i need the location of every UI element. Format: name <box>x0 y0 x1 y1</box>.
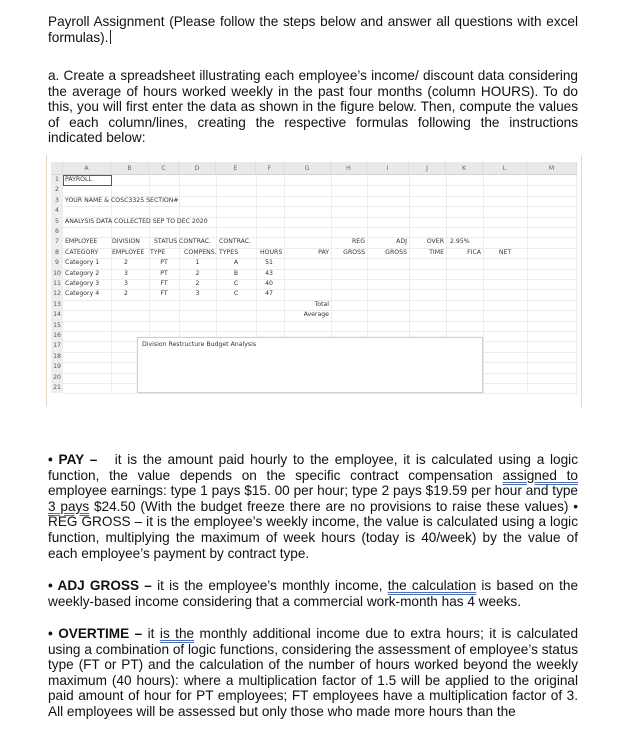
gridline <box>527 175 528 394</box>
cell-b8[interactable]: EMPLOYEE <box>112 248 145 256</box>
cell-f11[interactable]: 40 <box>265 280 273 287</box>
cell-j8[interactable]: TIME <box>429 248 444 256</box>
row-header: 21 <box>51 383 63 393</box>
col-header-e: E <box>216 162 256 175</box>
cell-a12[interactable]: Category 4 <box>65 290 100 298</box>
cell-f12[interactable]: 47 <box>265 290 273 298</box>
cell-d7[interactable]: CONTRAC. <box>179 238 212 246</box>
cell-e8[interactable]: TYPES <box>219 248 239 256</box>
col-header-j: J <box>409 162 446 175</box>
cell-a3[interactable]: YOUR NAME & COSC3325 SECTION# <box>65 196 179 204</box>
grammar-flag[interactable]: 3 pays <box>48 498 90 514</box>
cell-f8[interactable]: HOURS <box>260 248 283 256</box>
col-header-d: D <box>179 162 216 175</box>
col-header-g: G <box>284 162 331 175</box>
text-cursor <box>110 30 111 44</box>
overtime-text-2: monthly additional income due to extra hours; it is calculated using a combination of logic functions, considering the assessment of employee’s status type (FT or PT) and the calculation of the number of hours worked beyond the weekly maximum (40 hours): where a multiplication factor of 1.5 will be applied to the original paid amount of hour for PT employees; FT employees have a multiplication factor of 3. All employees will be assessed but only those who made more hours than the <box>48 626 579 719</box>
row-header: 16 <box>51 331 63 341</box>
col-header-a: A <box>63 162 111 175</box>
gridline <box>63 206 577 207</box>
row-header: 8 <box>51 248 63 258</box>
cell-b10[interactable]: 3 <box>124 269 128 277</box>
title-text: Payroll Assignment (Please follow the steps below and answer all questions with excel formulas). <box>48 14 578 45</box>
adj-gross-text-1: it is the employee’s monthly income, <box>151 578 388 593</box>
pay-bullet <box>48 452 578 561</box>
cell-f9[interactable]: 51 <box>265 259 273 267</box>
cell-a9[interactable]: Category 1 <box>65 259 100 267</box>
row-header: 14 <box>51 310 63 320</box>
cell-a5[interactable]: ANALYSIS DATA COLLECTED SEP TO DEC 2020 <box>65 217 208 225</box>
cell-f10[interactable]: 43 <box>265 269 273 277</box>
row-header: 7 <box>51 237 63 247</box>
budget-analysis-textbox[interactable] <box>137 337 483 393</box>
gridline <box>63 227 577 228</box>
col-header-c: C <box>149 162 179 175</box>
gridline <box>63 185 577 186</box>
gridline <box>483 175 484 394</box>
cell-d10[interactable]: 2 <box>195 269 200 277</box>
cell-g8[interactable]: PAY <box>318 248 329 256</box>
overtime-bullet <box>48 626 578 720</box>
cell-c10[interactable]: PT <box>160 269 168 277</box>
gridline <box>63 321 577 322</box>
cell-c12[interactable]: FT <box>160 290 168 298</box>
cell-e9[interactable]: A <box>233 259 239 267</box>
row-header: 15 <box>51 321 63 331</box>
row-header: 2 <box>51 185 63 195</box>
gridline <box>63 331 577 332</box>
cell-c11[interactable]: FT <box>160 280 168 287</box>
col-header-i: I <box>367 162 409 175</box>
cell-a10[interactable]: Category 2 <box>65 269 100 277</box>
pay-text-2: employee earnings: type 1 pays $15. 00 per hour; type 2 pays $19.59 per hour and type <box>48 483 578 499</box>
cell-d9[interactable]: 1 <box>195 259 200 267</box>
cell-i8[interactable]: GROSS <box>385 248 407 256</box>
gridline <box>63 393 577 394</box>
row-header: 19 <box>51 362 63 372</box>
cell-b12[interactable]: 2 <box>124 290 128 298</box>
cell-e12[interactable]: C <box>233 290 239 298</box>
cell-b11[interactable]: 3 <box>124 280 128 287</box>
select-all-corner <box>51 162 63 175</box>
row-header: 17 <box>51 341 63 351</box>
row-header: 10 <box>51 269 63 279</box>
row-header: 13 <box>51 300 63 310</box>
row-header: 6 <box>51 227 63 237</box>
textbox-label: Division Restructure Budget Analysis <box>142 341 257 348</box>
cell-b7[interactable]: DIVISION <box>112 238 140 246</box>
pay-text-3: $24.50 (With the budget freeze there are no provisions to raise these values) • REG GROSS – it is the employee’s weekly income, the value is calculated using a logic function, multiplying the maximum of week hours (today is 40/week) by the value of each employee’s payment by contract type. <box>48 498 578 561</box>
overtime-text-1: it <box>142 626 160 641</box>
cell-e10[interactable]: B <box>233 269 239 277</box>
cell-i7[interactable]: ADJ <box>396 238 407 246</box>
row-header: 12 <box>51 289 63 299</box>
row-header: 9 <box>51 258 63 268</box>
gridline <box>63 237 577 238</box>
row-header: 18 <box>51 352 63 362</box>
gridline <box>576 175 577 394</box>
row-header: 4 <box>51 206 63 216</box>
pay-text-1: it is the amount paid hourly to the employee, it is calculated using a logic function, the value depends on the specific contract compensation <box>48 452 578 483</box>
col-header-l: L <box>483 162 527 175</box>
adj-gross-bullet <box>48 578 578 609</box>
col-header-m: M <box>527 162 577 175</box>
cell-e11[interactable]: C <box>233 280 239 287</box>
cell-c8[interactable]: TYPE <box>150 248 166 256</box>
cell-a7[interactable]: EMPLOYEE <box>65 238 98 246</box>
adj-gross-text-2: is based on the weekly-based income considering that a commercial work-month has 4 weeks. <box>48 578 579 609</box>
adj-gross-term: • ADJ GROSS – <box>48 578 152 593</box>
col-header-f: F <box>256 162 284 175</box>
assignment-title <box>48 14 578 45</box>
cell-c7[interactable]: STATUS <box>154 238 178 246</box>
grammar-flag[interactable]: is the <box>159 626 195 641</box>
row-header: 5 <box>51 217 63 227</box>
spreadsheet-figure <box>46 155 582 407</box>
grammar-flag[interactable]: the calculation <box>387 578 477 593</box>
cell-g13-total[interactable]: Total <box>314 300 329 308</box>
cell-g14-average[interactable]: Average <box>303 311 329 319</box>
cell-a1[interactable]: PAYROLL <box>65 176 92 183</box>
cell-e7[interactable]: CONTRAC. <box>219 238 252 246</box>
cell-k7[interactable]: 2.95% <box>450 238 470 246</box>
cell-c9[interactable]: PT <box>160 259 168 267</box>
grammar-flag[interactable]: assigned to <box>502 467 578 483</box>
cell-l8[interactable]: NET <box>498 248 512 256</box>
cell-a11[interactable]: Category 3 <box>65 280 100 287</box>
spreadsheet <box>51 162 577 394</box>
col-header-b: B <box>111 162 149 175</box>
cell-h8[interactable]: GROSS <box>343 248 365 256</box>
overtime-term: • OVERTIME – <box>48 626 143 641</box>
cell-b9[interactable]: 2 <box>124 259 128 267</box>
col-header-h: H <box>331 162 367 175</box>
cell-k8[interactable]: FICA <box>467 248 481 256</box>
col-header-k: K <box>446 162 483 175</box>
cell-d12[interactable]: 3 <box>195 290 200 298</box>
cell-d8[interactable]: COMPENS. <box>184 248 217 256</box>
row-header: 3 <box>51 196 63 206</box>
cell-d11[interactable]: 2 <box>195 280 200 287</box>
pay-term: • PAY – <box>48 452 98 467</box>
row-header: 11 <box>51 279 63 289</box>
row-header: 20 <box>51 373 63 383</box>
cell-a8[interactable]: CATEGORY <box>65 248 99 256</box>
step-a-instructions: a. Create a spreadsheet illustrating each employee’s income/ discount data considering the average of hours worked weekly in the past four months (column HOURS). To do this, you will first enter the data as shown in the figure below. Then, compute the values of each column/lines, creating the respective formulas following the instructions indicated below: <box>48 68 578 146</box>
cell-j7[interactable]: OVER <box>426 238 444 246</box>
cell-h7[interactable]: REG <box>351 238 365 246</box>
row-header: 1 <box>51 175 63 185</box>
